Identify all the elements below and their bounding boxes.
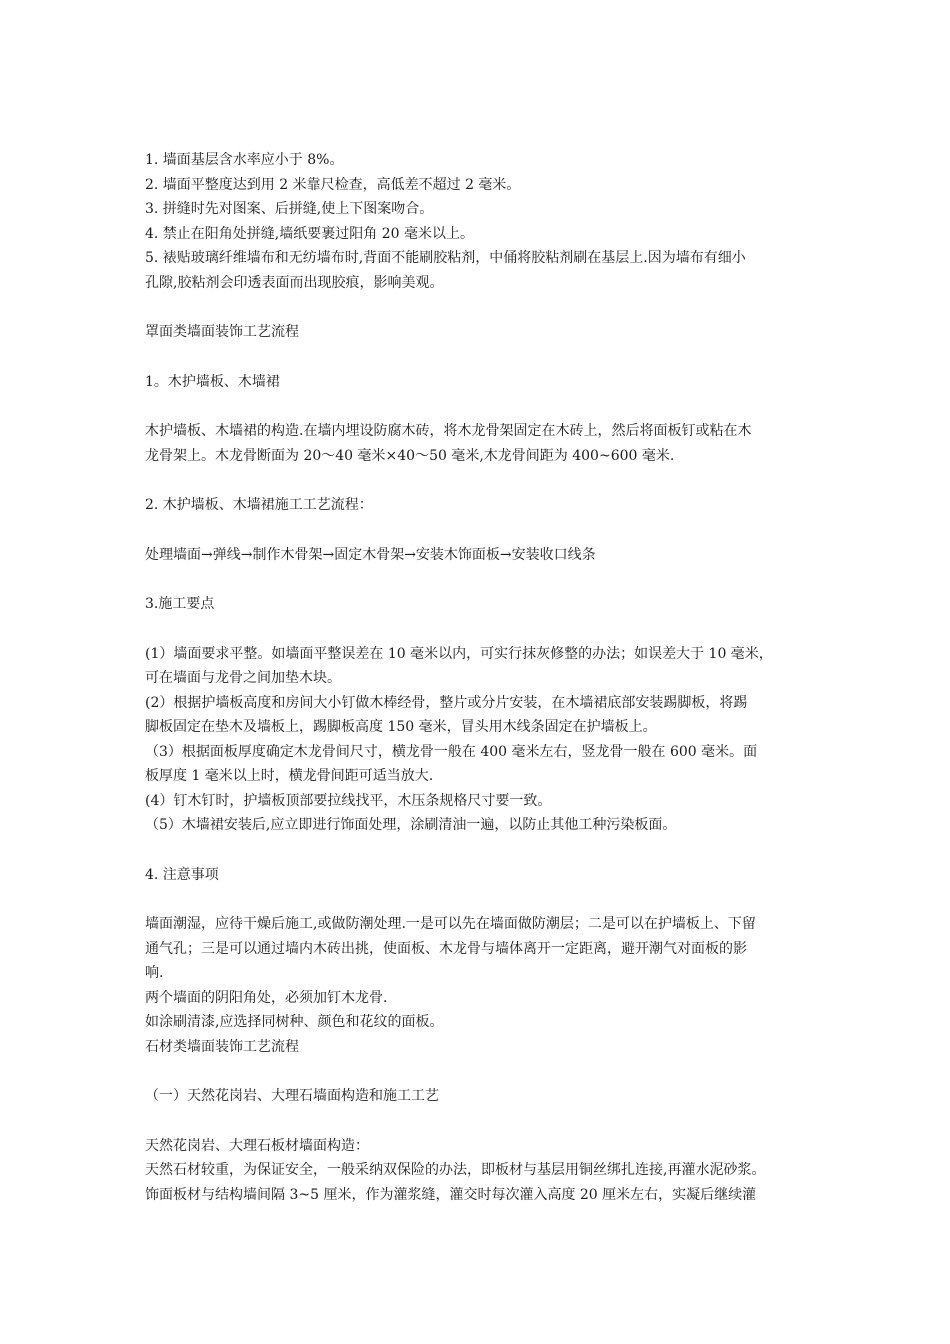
text-line: 两个墙面的阴阳角处，必须加钉木龙骨.	[145, 989, 388, 1006]
blank-line	[145, 468, 825, 493]
text-line: 天然石材较重，为保证安全，一般采纳双保险的办法，即板材与基层用铜丝绑扎连接,再灌水泥砂浆。	[145, 1162, 766, 1178]
text-line: 3. 拼缝时先对图案、后拼缝,使上下图案吻合。	[145, 201, 434, 217]
text-line: （3）根据面板厚度确定木龙骨间尺寸，横龙骨一般在 400 毫米左右，竖龙骨一般在 600 毫米。面	[145, 743, 758, 760]
text-line: (2）根据护墙板高度和房间大小钉做木棒经骨，整片或分片安装，在木墙裙底部安装踢脚板，将踢	[145, 694, 748, 711]
blank-line	[145, 295, 825, 320]
text-line: 3.施工要点	[145, 596, 215, 612]
text-line: 2. 木护墙板、木墙裙施工工艺流程：	[145, 497, 373, 513]
blank-line	[145, 1109, 825, 1134]
blank-line	[145, 518, 825, 543]
text-line: 2. 墙面平整度达到用 2 米靠尺检查，高低差不超过 2 毫米。	[145, 176, 521, 193]
text-line: 处理墙面→弹线→制作木骨架→固定木骨架→安装木饰面板→安装收口线条	[145, 546, 596, 563]
text-line: 石材类墙面装饰工艺流程	[145, 1038, 299, 1055]
text-line: 龙骨架上。木龙骨断面为 20～40 毫米×40～50 毫米,木龙骨间距为 400~600 毫米.	[145, 447, 675, 464]
text-line: (4）钉木钉时，护墙板顶部要拉线找平，木压条规格尺寸要一致。	[145, 792, 552, 809]
text-line: （5）木墙裙安装后,应立即进行饰面处理，涂刷清油一遍，以防止其他工种污染板面。	[145, 817, 677, 833]
text-line: 1. 墙面基层含水率应小于 8%。	[145, 152, 344, 168]
blank-line	[145, 567, 825, 592]
text-line: 板厚度 1 毫米以上时，横龙骨间距可适当放大.	[145, 768, 434, 784]
text-line: 罩面类墙面装饰工艺流程	[145, 324, 299, 340]
document-body	[145, 148, 825, 1207]
text-line: 响.	[145, 965, 164, 981]
blank-line	[145, 617, 825, 642]
text-line: 如涂刷清漆,应选择同树种、颜色和花纹的面板。	[145, 1014, 444, 1030]
text-line: 1。木护墙板、木墙裙	[145, 373, 280, 390]
text-line: 5. 裱贴玻璃纤维墙布和无纺墙布时,背面不能刷胶粘剂，中俑将胶粘剂刷在基层上.因为墙布有细小	[145, 250, 746, 266]
text-line: 天然花岗岩、大理石板材墙面构造：	[145, 1137, 369, 1154]
text-line: 墙面潮湿，应待干燥后施工,或做防潮处理.一是可以先在墙面做防潮层；二是可以在护墙板上、下留	[145, 916, 756, 932]
text-line: 木护墙板、木墙裙的构造.在墙内埋设防腐木砖，将木龙骨架固定在木砖上，然后将面板钉或粘在木	[145, 423, 752, 439]
text-line: 孔隙,胶粘剂会印透表面而出现胶痕，影响美观。	[145, 274, 444, 291]
text-line: （一）天然花岗岩、大理石墙面构造和施工工艺	[145, 1088, 439, 1104]
text-line: 脚板固定在垫木及墙板上，踢脚板高度 150 毫米，冒头用木线条固定在护墙板上。	[145, 719, 657, 735]
blank-line	[145, 1059, 825, 1084]
blank-line	[145, 394, 825, 419]
text-line: (1）墙面要求平整。如墙面平整误差在 10 毫米以内，可实行抹灰修整的办法；如误差大于 10 毫米，	[145, 645, 773, 662]
text-line: 可在墙面与龙骨之间加垫木块。	[145, 670, 341, 686]
text-line: 饰面板材与结构墙间隔 3~5 厘米，作为灌浆缝，灌交时每次灌入高度 20 厘米左右，实凝后继续灌	[145, 1186, 757, 1203]
blank-line	[145, 838, 825, 863]
blank-line	[145, 345, 825, 370]
text-line: 通气孔；三是可以通过墙内木砖出挑，使面板、木龙骨与墙体离开一定距离，避开潮气对面板的影	[145, 940, 747, 957]
text-line: 4. 注意事项	[145, 866, 219, 883]
blank-line	[145, 887, 825, 912]
text-line: 4. 禁止在阳角处拼缝,墙纸要裹过阳角 20 毫米以上。	[145, 225, 474, 242]
